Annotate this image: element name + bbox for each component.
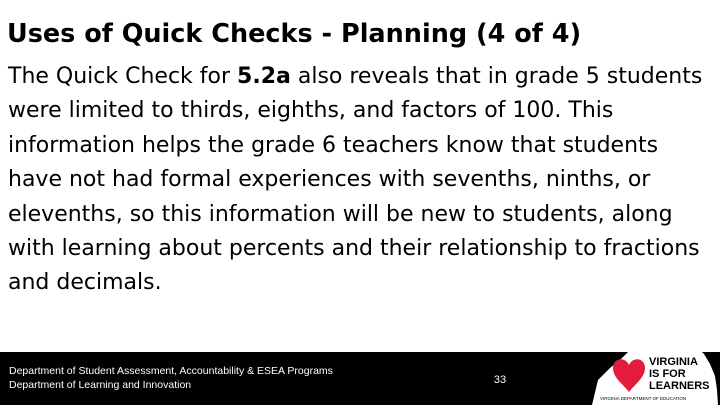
svg-text:IS FOR: IS FOR [649,368,686,380]
slide-title: Uses of Quick Checks - Planning (4 of 4) [7,19,582,49]
virginia-is-for-learners-logo [588,318,720,405]
footer-department-line-1: Department of Student Assessment, Accountability & ESEA Programs [9,365,333,377]
footer-department-line-2: Department of Learning and Innovation [9,379,192,391]
body-rest: also reveals that in grade 5 students were limited to thirds, eighths, and factors of 100. This information helps the grade 6 teachers know that students have not had formal experiences with sevenths, ninths, or elevenths, so this information will be new to students, along with learning about percents and their relationship to fractions and decimals. [8,64,703,296]
body-standard-code: 5.2a [237,64,291,89]
svg-text:VIRGINIA DEPARTMENT OF EDUCATI: VIRGINIA DEPARTMENT OF EDUCATION [600,396,687,401]
virginia-state-heart-logo-icon [588,318,720,405]
body-intro: The Quick Check for [8,64,238,89]
page-number: 33 [493,374,507,386]
svg-text:LEARNERS: LEARNERS [649,380,710,392]
slide-body-text [8,60,714,301]
svg-text:VIRGINIA: VIRGINIA [649,356,698,368]
